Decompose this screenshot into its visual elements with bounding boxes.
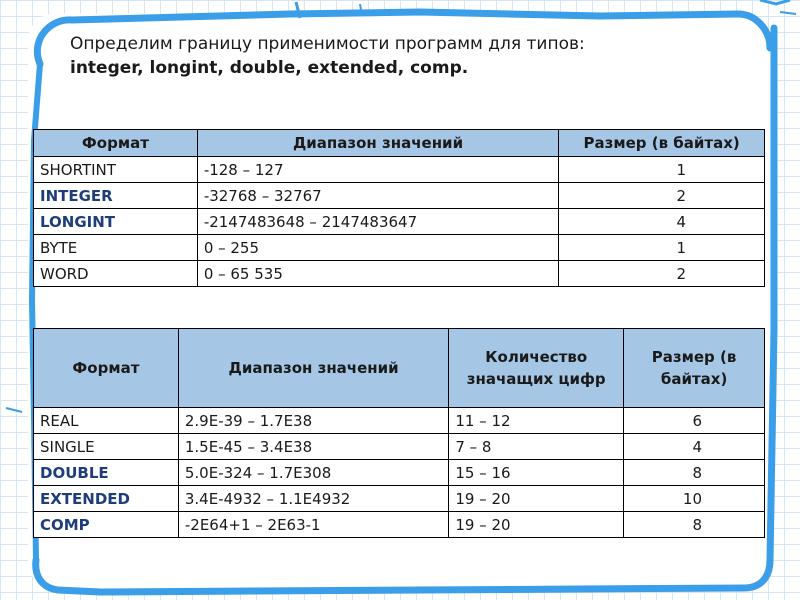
format-cell: LONGINT xyxy=(34,209,198,235)
table-row xyxy=(34,434,765,460)
size-cell: 1 xyxy=(559,157,765,183)
table-row xyxy=(34,209,765,235)
column-header-size: Размер (в байтах) xyxy=(624,329,765,408)
column-header-format: Формат xyxy=(34,130,198,157)
heading-line-1: Определим границу применимости программ для типов: xyxy=(70,34,585,54)
format-cell: EXTENDED xyxy=(34,486,179,512)
format-cell: SHORTINT xyxy=(34,157,198,183)
size-cell: 4 xyxy=(624,434,765,460)
table-row xyxy=(34,512,765,538)
range-cell: 0 – 65 535 xyxy=(197,261,558,287)
column-header-range: Диапазон значений xyxy=(178,329,448,408)
format-cell: WORD xyxy=(34,261,198,287)
range-cell: -128 – 127 xyxy=(197,157,558,183)
column-header-size: Размер (в байтах) xyxy=(559,130,765,157)
format-cell: REAL xyxy=(34,408,179,434)
range-cell: -2E64+1 – 2E63-1 xyxy=(178,512,448,538)
size-cell: 6 xyxy=(624,408,765,434)
range-cell: 1.5E-45 – 3.4E38 xyxy=(178,434,448,460)
digits-cell: 7 – 8 xyxy=(449,434,624,460)
slide-heading xyxy=(70,32,760,80)
range-cell: 3.4E-4932 – 1.1E4932 xyxy=(178,486,448,512)
integer-types-table xyxy=(33,129,765,287)
table-row xyxy=(34,460,765,486)
range-cell: -2147483648 – 2147483647 xyxy=(197,209,558,235)
size-cell: 8 xyxy=(624,512,765,538)
table-row xyxy=(34,235,765,261)
format-cell: DOUBLE xyxy=(34,460,179,486)
column-header-format: Формат xyxy=(34,329,179,408)
size-cell: 2 xyxy=(559,183,765,209)
table-row xyxy=(34,408,765,434)
format-cell: INTEGER xyxy=(34,183,198,209)
digits-cell: 11 – 12 xyxy=(449,408,624,434)
range-cell: 5.0E-324 – 1.7E308 xyxy=(178,460,448,486)
size-cell: 1 xyxy=(559,235,765,261)
format-cell: BYTE xyxy=(34,235,198,261)
range-cell: 2.9E-39 – 1.7E38 xyxy=(178,408,448,434)
digits-cell: 15 – 16 xyxy=(449,460,624,486)
range-cell: 0 – 255 xyxy=(197,235,558,261)
table-row xyxy=(34,261,765,287)
table-row xyxy=(34,486,765,512)
range-cell: -32768 – 32767 xyxy=(197,183,558,209)
table-header-row xyxy=(34,130,765,157)
size-cell: 8 xyxy=(624,460,765,486)
real-types-table xyxy=(33,328,765,538)
format-cell: COMP xyxy=(34,512,179,538)
digits-cell: 19 – 20 xyxy=(449,512,624,538)
table-row xyxy=(34,157,765,183)
column-header-digits: Количество значащих цифр xyxy=(449,329,624,408)
digits-cell: 19 – 20 xyxy=(449,486,624,512)
size-cell: 4 xyxy=(559,209,765,235)
table-header-row xyxy=(34,329,765,408)
column-header-range: Диапазон значений xyxy=(197,130,558,157)
heading-line-2: integer, longint, double, extended, comp. xyxy=(70,58,469,78)
size-cell: 10 xyxy=(624,486,765,512)
size-cell: 2 xyxy=(559,261,765,287)
table-row xyxy=(34,183,765,209)
format-cell: SINGLE xyxy=(34,434,179,460)
